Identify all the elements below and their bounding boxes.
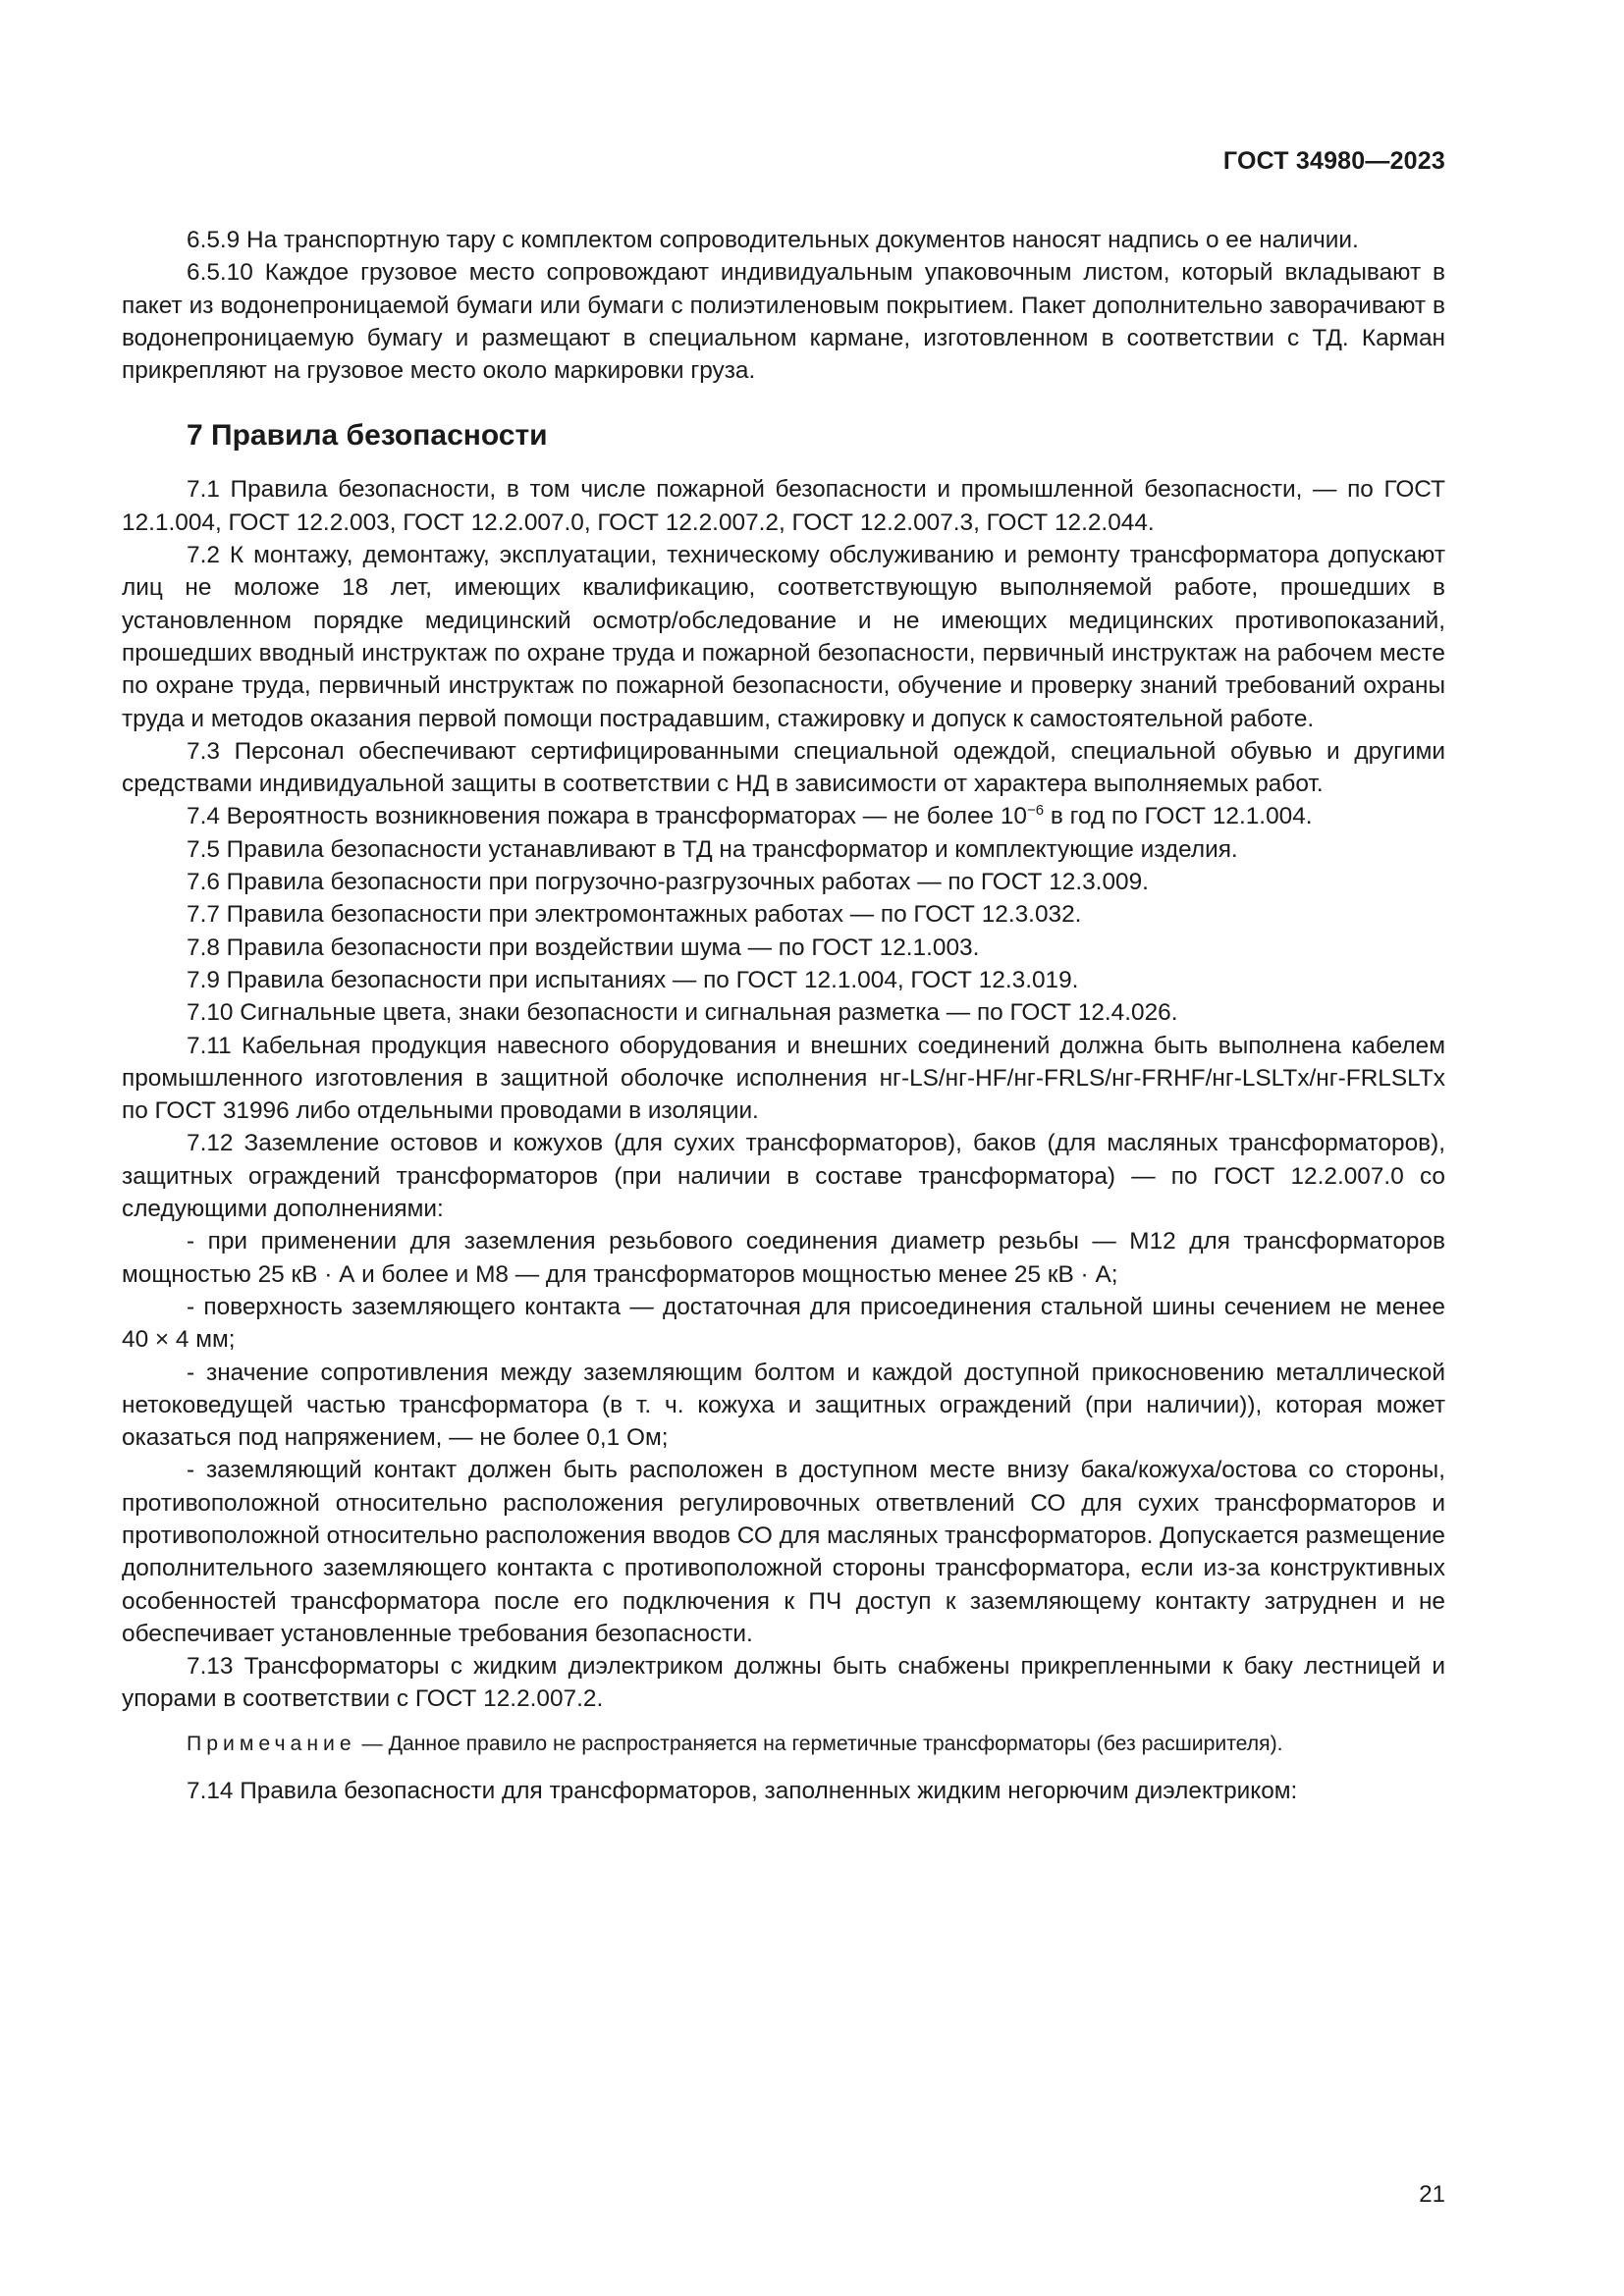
paragraph-7-1: 7.1 Правила безопасности, в том числе пожарной безопасности и промышленной безопасности, — по ГОСТ 12.1.004, ГОСТ 12.2.003, ГОСТ 12.2.007.0, ГОСТ 12.2.007.2, ГОСТ 12.2.007.3, ГОСТ 12.2.044. bbox=[122, 476, 1445, 536]
document-id-header: ГОСТ 34980—2023 bbox=[1222, 147, 1445, 175]
document-body bbox=[122, 224, 1445, 1807]
paragraph-7-9: 7.9 Правила безопасности при испытаниях — по ГОСТ 12.1.004, ГОСТ 12.3.019. bbox=[187, 966, 1079, 993]
note-label: Примечание bbox=[187, 1732, 356, 1755]
paragraph-7-13: 7.13 Трансформаторы с жидким диэлектриком должны быть снабжены прикрепленными к баку лестницей и упорами в соответствии с ГОСТ 12.2.007.2. bbox=[122, 1653, 1445, 1713]
paragraph-7-12: 7.12 Заземление остовов и кожухов (для сухих трансформаторов), баков (для масляных трансформаторов), защитных ограждений трансформаторов (при наличии в составе трансформатора) — по ГОСТ 12.2.007.0 со следующими дополнениями: bbox=[122, 1130, 1445, 1223]
section-title: 7 Правила безопасности bbox=[187, 419, 548, 453]
paragraph-7-8: 7.8 Правила безопасности при воздействии шума — по ГОСТ 12.1.003. bbox=[187, 934, 980, 961]
paragraph-7-10: 7.10 Сигнальные цвета, знаки безопасности и сигнальная разметка — по ГОСТ 12.4.026. bbox=[187, 999, 1178, 1027]
paragraph-7-4 bbox=[122, 800, 1445, 832]
paragraph-7-14: 7.14 Правила безопасности для трансформаторов, заполненных жидким негорючим диэлектриком: bbox=[187, 1777, 1298, 1804]
paragraph-7-4-tail: в год по ГОСТ 12.1.004. bbox=[1044, 803, 1313, 830]
paragraph-7-7: 7.7 Правила безопасности при электромонтажных работах — по ГОСТ 12.3.032. bbox=[187, 901, 1082, 929]
list-item: - значение сопротивления между заземляющим болтом и каждой доступной прикосновению металлической нетоковедущей частью трансформатора (в т. ч. кожуха и защитных ограждений (при наличии)), которая может оказаться под напряжением, — не более 0,1 Ом; bbox=[122, 1359, 1445, 1452]
paragraph-6-5-9: 6.5.9 На транспортную тару с комплектом сопроводительных документов наносят надпись о ее наличии. bbox=[187, 227, 1359, 253]
list-item: - при применении для заземления резьбового соединения диаметр резьбы — М12 для трансформаторов мощностью 25 кВ · А и более и М8 — для трансформаторов мощностью менее 25 кВ · А; bbox=[122, 1228, 1445, 1288]
paragraph-7-4-text: 7.4 Вероятность возникновения пожара в трансформаторах — не более 10 bbox=[187, 803, 1027, 830]
note bbox=[122, 1730, 1445, 1759]
page-number: 21 bbox=[1419, 2181, 1445, 2208]
exponent: −6 bbox=[1026, 802, 1045, 820]
paragraph-7-6: 7.6 Правила безопасности при погрузочно-разгрузочных работах — по ГОСТ 12.3.009. bbox=[187, 869, 1149, 896]
paragraph-7-2: 7.2 К монтажу, демонтажу, эксплуатации, техническому обслуживанию и ремонту трансформатора допускают лиц не моложе 18 лет, имеющих квалификацию, соответствующую выполняемой работе, прошедших в установленном порядке медицинский осмотр/обследование и не имеющих медицинских противопоказаний, прошедших вводный инструктаж по охране труда и пожарной безопасности, первичный инструктаж на рабочем месте по охране труда, первичный инструктаж по пожарной безопасности, обучение и проверку знаний требований охраны труда и методов оказания первой помощи пострадавшим, стажировку и допуск к самостоятельной работе. bbox=[122, 542, 1445, 732]
paragraph-7-3: 7.3 Персонал обеспечивают сертифицированными специальной одеждой, специальной обувью и другими средствами индивидуальной защиты в соответствии с НД в зависимости от характера выполняемых работ. bbox=[122, 737, 1445, 798]
paragraph-7-5: 7.5 Правила безопасности устанавливают в ТД на трансформатор и комплектующие изделия. bbox=[187, 835, 1238, 863]
list-item: - заземляющий контакт должен быть расположен в доступном месте внизу бака/кожуха/остова со стороны, противоположной относительно расположения регулировочных ответвлений СО для сухих трансформаторов и противоположной относительно расположения вводов СО для масляных трансформаторов. Допускается размещение дополнительного заземляющего контакта с противоположной стороны трансформатора, если из-за конструктивных особенностей трансформатора после его подключения к ПЧ доступ к заземляющему контакту затруднен и не обеспечивает установленные требования безопасности. bbox=[122, 1457, 1445, 1647]
paragraph-6-5-10: 6.5.10 Каждое грузовое место сопровождают индивидуальным упаковочным листом, который вкладывают в пакет из водонепроницаемой бумаги или бумаги с полиэтиленовым покрытием. Пакет дополнительно заворачивают в водонепроницаемую бумагу и размещают в специальном кармане, изготовленном в соответствии с ТД. Карман прикрепляют на грузовое место около маркировки груза. bbox=[122, 259, 1445, 385]
list-item: - поверхность заземляющего контакта — достаточная для присоединения стальной шины сечением не менее 40 × 4 мм; bbox=[122, 1293, 1445, 1354]
paragraph-7-11: 7.11 Кабельная продукция навесного оборудования и внешних соединений должна быть выполнена кабелем промышленного изготовления в защитной оболочке исполнения нг-LS/нг-HF/нг-FRLS/нг-FRHF/нг-LSLTx/нг-FRLSLTx по ГОСТ 31996 либо отдельными проводами в изоляции. bbox=[122, 1032, 1445, 1125]
note-text: — Данное правило не распространяется на герметичные трансформаторы (без расширителя). bbox=[355, 1732, 1283, 1755]
